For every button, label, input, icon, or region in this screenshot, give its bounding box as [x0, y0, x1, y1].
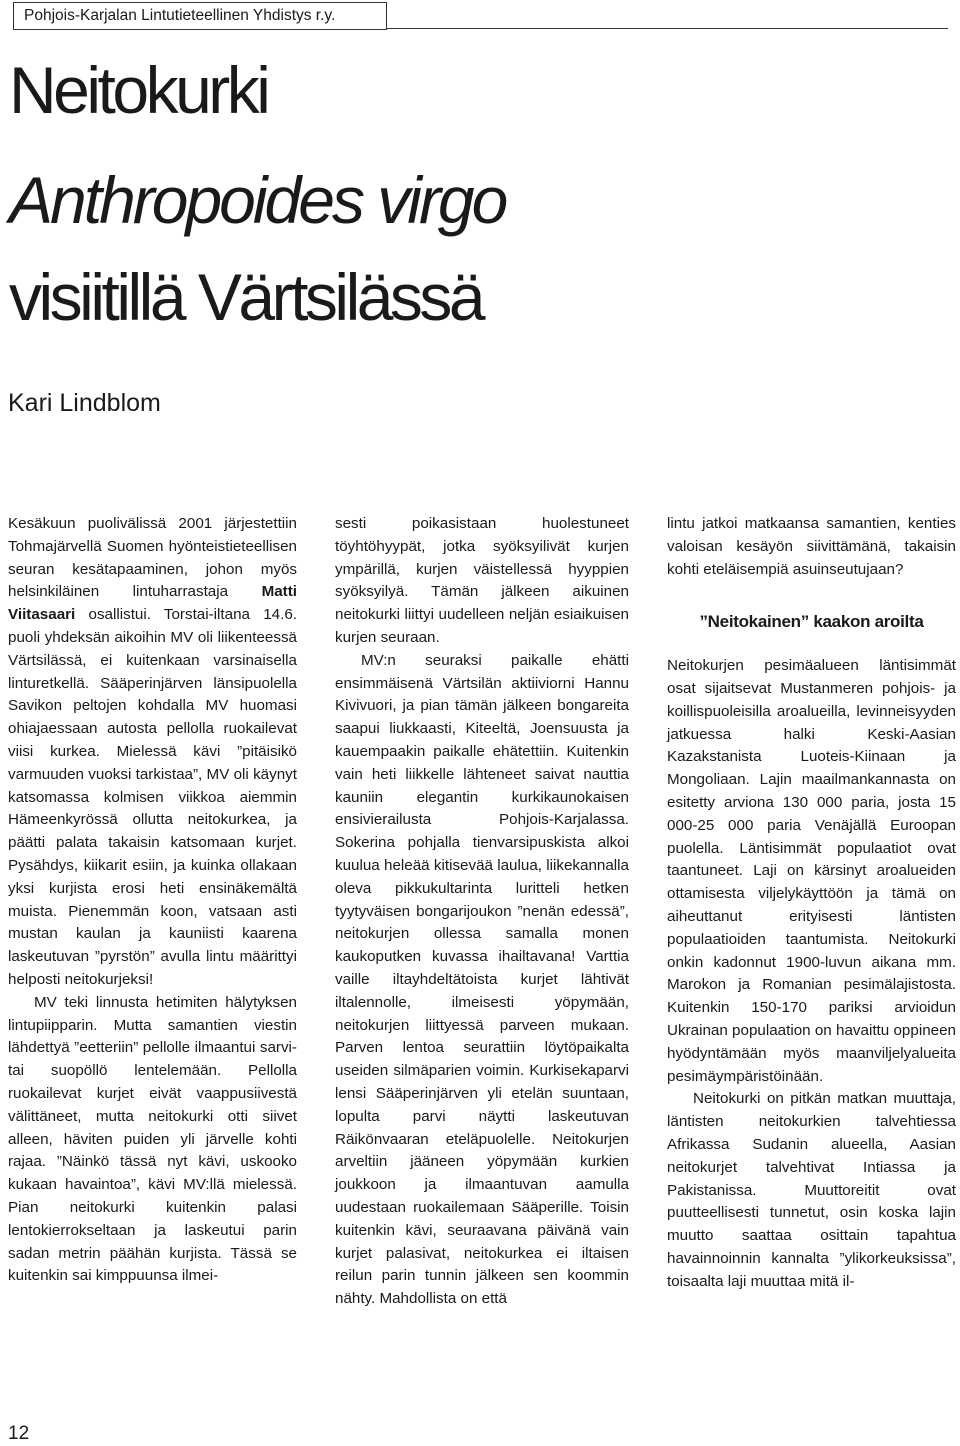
header-rule [387, 28, 948, 29]
paragraph: sesti poikasistaan huolestuneet töyhtöhyypät, jotka syöksyilivät kurjen ympärillä, kurjen väistellessä hyyppien syöksyilyä. Tämän jälkeen aikuinen neitokurki liittyi uudelleen neljän esiaikuisen kurjen seuraan. [335, 515, 629, 646]
text-column-1 [8, 513, 297, 1288]
paragraph-text: osallistui. Torstai-iltana 14.6. puoli yhdeksän aikoihin MV oli liikenteessä Värtsilässä, ei kuitenkaan varsinaisella linturetkellä. Sääperinjärven länsipuolella Savikon peltojen kohdalla MV huomasi ohiajaessaan autosta pellolla ruokailevat viisi kurkea. Mielessä kävi ”pitäisikö varmuuden vuoksi tarkistaa”, MV oli käynyt katsomassa kolmisen viikkoa aiemmin Hämeenkyrössä ollutta neitokurkea, ja päätti palata takaisin katsomaan kurjet. Pysähdys, kiikarit esiin, ja kuinka ollakaan yksi kurjista erosi heti ensinäkemältä muista. Pienemmän koon, vatsaan asti mustan kaulan ja kauniisti kaarena laskeutuvan ”pyrstön” avulla lintu määrittyi helposti neitokurjeksi! [8, 606, 297, 988]
article-title-line-3: visiitillä Värtsilässä [9, 260, 483, 334]
text-column-3 [667, 513, 956, 1294]
text-column-2 [335, 513, 629, 1311]
article-title-line-2: Anthropoides virgo [9, 163, 506, 237]
article-author: Kari Lindblom [8, 389, 161, 417]
article-title-line-1: Neitokurki [9, 53, 268, 127]
page-number: 12 [8, 1423, 30, 1444]
paragraph: lintu jatkoi matkaansa samantien, kenties valoisan kesäyön siivittämänä, takaisin kohti eteläisempiä asuinseutujaan? [667, 515, 956, 578]
paragraph: MV:n seuraksi paikalle ehätti ensimmäisenä Värtsilän aktiiviorni Hannu Kivivuori, ja pian tämän jälkeen bongareita saapui liukkaasti, Kiteeltä, Joensuusta ja kauempaakin paikalle ehätettiin. Kuitenkin vain heti liikkelle lähteneet saivat nauttia kauniin elegantin kurkikaunokaisen ensivierailusta Pohjois-Karjalassa. Sokerina pohjalla tienvarsipuskista alkoi kuulua heleää kitisevää laulua, liikekannalla oleva pikkukultarinta luritteli hetken tyytyväisen bongarijoukon ”nenän edessä”, neitokurjen ollessa samalla monen kaukoputken kuvassa ihailtavana! Varttia vaille iltayhdeltätoista kurjet lähtivät iltalennolle, ilmeisesti yöpymään, neitokurjen liittyessä parveen mukaan. Parven lentoa seurattiin löytöpaikalta useiden silmäparien voimin. Kurkisekaparvi lensi Sääperinjärven yli etelän suuntaan, lopulta parvi näytti laskeutuvan Räikönvaaran eteläpuolelle. Neitokurjen arveltiin jääneen yöpymään kurkien joukkoon ja ilmaantuvan aamulla uudestaan ruokailemaan Sääperille. Toisin kuitenkin kävi, seuraavana päivänä vain kurjet palasivat, neitokurkea ei iltaisen reilun parin tunnin jälkeen sen koommin nähty. Mahdollista on että [335, 651, 629, 1308]
paragraph: Neitokurki on pitkän matkan muuttaja, läntisten neitokurkien talvehtiessa Afrikassa Sudanin alueella, Aasian neitokurjet talvehtivat Intiassa ja Pakistanissa. Muuttoreitit ovat puutteellisesti tunnetut, osin koska lajin muutto saattaa osittain tapahtua havainnoinnin kannalta ”ylikorkeuksissa”, toisaalta laji muuttaa mitä il- [667, 1090, 956, 1290]
paragraph: MV teki linnusta hetimiten hälytyksen lintupiipparin. Mutta samantien viestin lähdettyä ”eetteriin” pellolle ilmaantui sarvi- tai suopöllö lentelemään. Pellolla ruokailevat kurjet eivät vaappusiivestä välittäneet, mutta neitokurki otti siivet alleen, häviten puiden yli järvelle kohti rajaa. ”Näinkö tässä nyt kävi, uskooko kukaan havaintoa”, kävi MV:llä mielessä. Pian neitokurki kuitenkin palasi lentokierrokseltaan ja laskeutui parin sadan metrin päähän kurjista. Tässä se kuitenkin sai kimppuunsa ilmei- [8, 993, 297, 1285]
paragraph [8, 513, 297, 992]
person-name: Matti Viitasaari [8, 583, 297, 624]
paragraph-text: Kesäkuun puolivälissä 2001 järjestettiin Tohmajärvellä Suomen hyönteistieteellisen seuran kesätapaaminen, johon myös helsinkiläinen lintuharrastaja [8, 515, 297, 601]
organization-header [13, 2, 387, 30]
organization-name: Pohjois-Karjalan Lintutieteellinen Yhdistys r.y. [24, 7, 336, 24]
paragraph: Neitokurjen pesimäalueen läntisimmät osat sijaitsevat Mustanmeren pohjois- ja koillispuoleisilla aroalueilla, levinneisyyden jatkuessa halki Keski-Aasian Kazakstanista Luoteis-Kiinaan ja Mongoliaan. Lajin maailmankannasta on esitetty arviona 130 000 paria, josta 15 000-25 000 paria Venäjällä Euroopan puolella. Läntisimmät populaatiot ovat taantuneet. Laji on kärsinyt aroalueiden ottamisesta viljelykäyttöön ja tämä on aiheuttanut erityisesti läntisten populaatioiden taantumista. Neitokurki onkin kadonnut 1900-luvun aikana mm. Marokon ja Romanian pesimälajistosta. Kuitenkin 150-170 pariksi arvioidun Ukrainan populaation on havaittu oppineen hyödyntämään myös maanviljelyalueita pesimäympäristöinään. [667, 657, 956, 1085]
section-subheading: ”Neitokainen” kaakon aroilta [699, 612, 924, 632]
